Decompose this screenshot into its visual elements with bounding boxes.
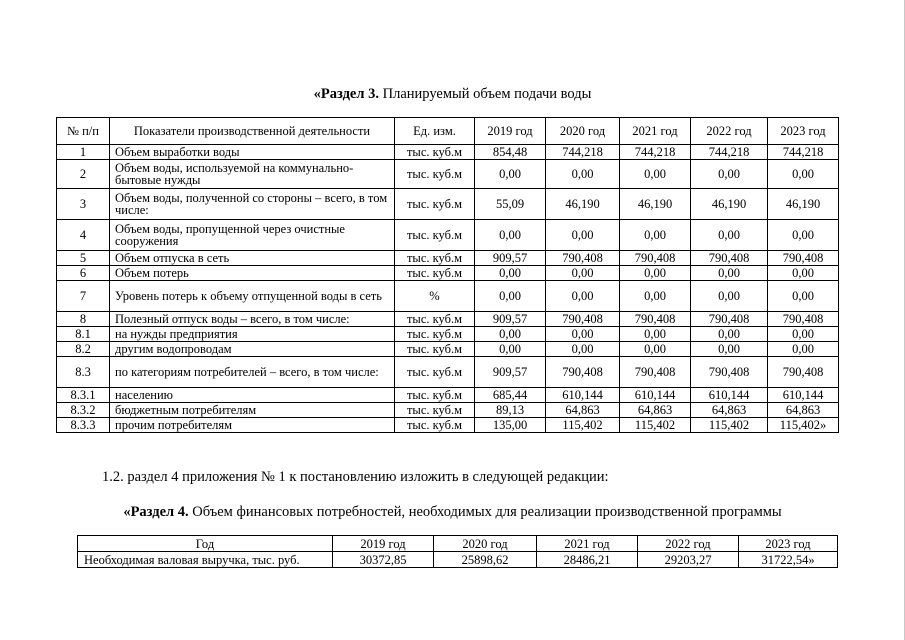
value-2019: 0,00 [475,327,546,342]
value-2023: 0,00 [768,281,839,312]
table-row [57,160,839,189]
row-num: 8 [57,312,110,327]
value-2020: 25898,62 [434,552,537,568]
row-unit: тыс. куб.м [395,327,475,342]
header-2021: 2021 год [537,536,638,552]
value-2022: 29203,27 [638,552,739,568]
section3-title [0,86,905,103]
row-unit: тыс. куб.м [395,357,475,388]
value-2019: 135,00 [475,418,546,433]
value-2023: 790,408 [768,357,839,388]
row-unit: тыс. куб.м [395,312,475,327]
value-2021: 790,408 [620,312,691,327]
section4-prefix: «Раздел 4. [123,504,189,520]
row-num: 8.1 [57,327,110,342]
row-unit: тыс. куб.м [395,189,475,220]
value-2023: 0,00 [768,220,839,251]
row-num: 2 [57,160,110,189]
row-unit: тыс. куб.м [395,388,475,403]
row-num: 8.3 [57,357,110,388]
value-2019: 909,57 [475,251,546,266]
value-2019: 89,13 [475,403,546,418]
row-unit: тыс. куб.м [395,145,475,160]
row-num: 7 [57,281,110,312]
header-2019: 2019 год [333,536,434,552]
header-2022: 2022 год [638,536,739,552]
header-2022: 2022 год [691,118,768,145]
row-unit: тыс. куб.м [395,220,475,251]
value-2023: 0,00 [768,160,839,189]
value-2019: 0,00 [475,220,546,251]
row-name: прочим потребителям [110,418,395,433]
row-name: населению [110,388,395,403]
row-name: Объем выработки воды [110,145,395,160]
header-unit: Ед. изм. [395,118,475,145]
value-2019: 0,00 [475,266,546,281]
value-2022: 0,00 [691,160,768,189]
header-2020: 2020 год [546,118,620,145]
value-2020: 790,408 [546,251,620,266]
row-name: Уровень потерь к объему отпущенной воды в сеть [110,281,395,312]
row-unit: % [395,281,475,312]
value-2020: 744,218 [546,145,620,160]
value-2019: 685,44 [475,388,546,403]
header-2020: 2020 год [434,536,537,552]
table-header-row [78,536,838,552]
financial-needs-table [77,535,838,568]
value-2021: 64,863 [620,403,691,418]
row-name: бюджетным потребителям [110,403,395,418]
header-year: Год [78,536,333,552]
row-unit: тыс. куб.м [395,160,475,189]
row-name: Объем воды, используемой на коммунально-бытовые нужды [110,160,395,189]
value-2023: 31722,54» [739,552,838,568]
row-num: 3 [57,189,110,220]
row-name: Объем потерь [110,266,395,281]
value-2021: 0,00 [620,342,691,357]
value-2019: 0,00 [475,281,546,312]
row-name: Объем воды, полученной со стороны – всего, в том числе: [110,189,395,220]
value-2023: 64,863 [768,403,839,418]
row-name: другим водопроводам [110,342,395,357]
row-unit: тыс. куб.м [395,403,475,418]
value-2022: 790,408 [691,312,768,327]
value-2019: 854,48 [475,145,546,160]
row-name: по категориям потребителей – всего, в том числе: [110,357,395,388]
value-2021: 115,402 [620,418,691,433]
row-num: 8.2 [57,342,110,357]
value-2022: 0,00 [691,220,768,251]
table-row [57,251,839,266]
section4-title [0,504,905,521]
value-2021: 0,00 [620,281,691,312]
section3-title-text: Планируемый объем подачи воды [382,86,592,102]
value-2020: 115,402 [546,418,620,433]
table-row [57,281,839,312]
table-row [57,189,839,220]
row-num: 8.3.2 [57,403,110,418]
value-2022: 115,402 [691,418,768,433]
row-num: 5 [57,251,110,266]
value-2023: 0,00 [768,327,839,342]
water-supply-table [56,117,839,433]
value-2021: 744,218 [620,145,691,160]
value-2023: 0,00 [768,342,839,357]
header-2021: 2021 год [620,118,691,145]
value-2021: 610,144 [620,388,691,403]
table-row [57,418,839,433]
value-2020: 0,00 [546,160,620,189]
row-name: Полезный отпуск воды – всего, в том числе: [110,312,395,327]
row-num: 4 [57,220,110,251]
value-2022: 610,144 [691,388,768,403]
value-2021: 0,00 [620,160,691,189]
value-2020: 46,190 [546,189,620,220]
header-2019: 2019 год [475,118,546,145]
row-num: 8.3.3 [57,418,110,433]
value-2023: 115,402» [768,418,839,433]
header-2023: 2023 год [739,536,838,552]
value-2022: 790,408 [691,251,768,266]
value-2020: 0,00 [546,327,620,342]
row-num: 1 [57,145,110,160]
table-row [57,342,839,357]
table-row [57,357,839,388]
section3-prefix: «Раздел 3. [313,86,379,102]
value-2022: 46,190 [691,189,768,220]
value-2019: 55,09 [475,189,546,220]
value-2023: 610,144 [768,388,839,403]
value-2020: 64,863 [546,403,620,418]
value-2023: 744,218 [768,145,839,160]
header-indicator: Показатели производственной деятельности [110,118,395,145]
value-2021: 28486,21 [537,552,638,568]
header-num: № п/п [57,118,110,145]
value-2020: 0,00 [546,281,620,312]
value-2022: 790,408 [691,357,768,388]
value-2019: 0,00 [475,160,546,189]
value-2022: 0,00 [691,342,768,357]
table-header-row [57,118,839,145]
row-unit: тыс. куб.м [395,251,475,266]
row-name: Объем воды, пропущенной через очистные сооружения [110,220,395,251]
value-2020: 790,408 [546,312,620,327]
row-name: на нужды предприятия [110,327,395,342]
value-2023: 790,408 [768,251,839,266]
header-2023: 2023 год [768,118,839,145]
value-2020: 0,00 [546,220,620,251]
row-unit: тыс. куб.м [395,266,475,281]
table-row [57,388,839,403]
value-2023: 790,408 [768,312,839,327]
amendment-paragraph: 1.2. раздел 4 приложения № 1 к постановлению изложить в следующей редакции: [102,469,609,485]
value-2020: 0,00 [546,342,620,357]
value-2020: 0,00 [546,266,620,281]
value-2020: 610,144 [546,388,620,403]
table-row [57,327,839,342]
table-row [57,145,839,160]
value-2022: 0,00 [691,281,768,312]
row-name: Объем отпуска в сеть [110,251,395,266]
value-2022: 0,00 [691,327,768,342]
value-2019: 909,57 [475,357,546,388]
row-unit: тыс. куб.м [395,342,475,357]
table-row [57,266,839,281]
table-row [57,220,839,251]
table-row [78,552,838,568]
row-num: 8.3.1 [57,388,110,403]
table-row [57,312,839,327]
value-2019: 0,00 [475,342,546,357]
value-2022: 0,00 [691,266,768,281]
value-2020: 790,408 [546,357,620,388]
row-unit: тыс. куб.м [395,418,475,433]
value-2022: 744,218 [691,145,768,160]
value-2021: 790,408 [620,251,691,266]
row-num: 6 [57,266,110,281]
row-name: Необходимая валовая выручка, тыс. руб. [78,552,333,568]
section4-title-text: Объем финансовых потребностей, необходимых для реализации производственной программы [192,504,782,520]
table-row [57,403,839,418]
value-2021: 46,190 [620,189,691,220]
value-2023: 46,190 [768,189,839,220]
value-2021: 790,408 [620,357,691,388]
value-2021: 0,00 [620,327,691,342]
value-2023: 0,00 [768,266,839,281]
value-2019: 30372,85 [333,552,434,568]
value-2021: 0,00 [620,220,691,251]
value-2022: 64,863 [691,403,768,418]
value-2019: 909,57 [475,312,546,327]
value-2021: 0,00 [620,266,691,281]
